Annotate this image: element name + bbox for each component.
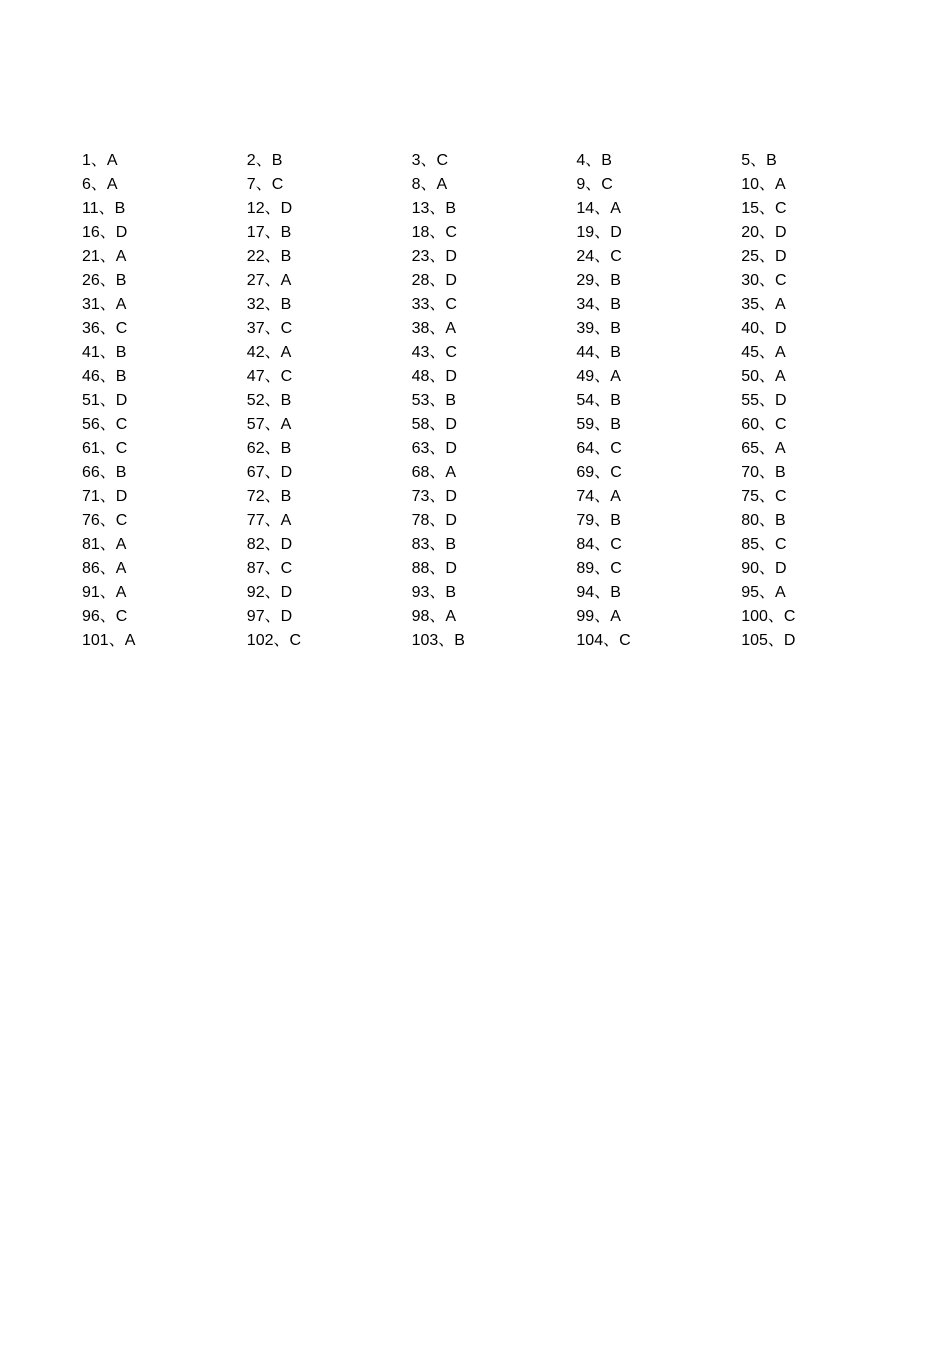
answer-item: 42、A [246,344,292,361]
answer-item: 72、B [246,488,292,505]
answer-item: 14、A [576,200,621,217]
answer-row [82,461,912,485]
answer-item: 34、B [576,296,621,313]
answer-row [82,389,912,413]
answer-row [82,317,912,341]
answer-item: 58、D [411,416,457,433]
answer-item: 24、C [576,248,622,265]
answer-item: 35、A [741,296,786,313]
answer-item: 11、B [82,200,126,217]
answer-row [82,485,912,509]
answer-item: 99、A [576,608,621,625]
answer-item: 52、B [246,392,292,409]
answer-item: 13、B [411,200,457,217]
answer-item: 21、A [82,248,127,265]
answer-item: 29、B [576,272,621,289]
answer-item: 8、A [411,176,448,193]
answer-item: 73、D [411,488,457,505]
answer-item: 83、B [411,536,457,553]
answer-item: 89、C [576,560,622,577]
answer-item: 44、B [576,344,621,361]
answer-item: 68、A [411,464,457,481]
answer-item: 81、A [82,536,127,553]
answer-item: 43、C [411,344,457,361]
answer-item: 100、C [741,608,796,625]
answer-row [82,629,912,653]
answer-item: 48、D [411,368,457,385]
answer-item: 64、C [576,440,622,457]
answer-item: 9、C [576,176,613,193]
answer-item: 78、D [411,512,457,529]
answer-item: 49、A [576,368,621,385]
answer-item: 31、A [82,296,127,313]
answer-item: 45、A [741,344,786,361]
answer-item: 46、B [82,368,127,385]
answer-item: 33、C [411,296,457,313]
answer-item: 23、D [411,248,457,265]
answer-item: 36、C [82,320,128,337]
answer-row [82,413,912,437]
answer-item: 55、D [741,392,787,409]
answer-item: 104、C [576,632,631,649]
answer-row [82,221,912,245]
answer-item: 77、A [246,512,292,529]
answer-item: 16、D [82,224,128,241]
answer-item: 51、D [82,392,128,409]
answer-item: 79、B [576,512,621,529]
answer-item: 70、B [741,464,786,481]
answer-item: 40、D [741,320,787,337]
answer-item: 50、A [741,368,786,385]
answer-item: 76、C [82,512,128,529]
answer-item: 47、C [246,368,293,385]
answer-item: 25、D [741,248,787,265]
answer-item: 62、B [246,440,292,457]
answer-item: 17、B [246,224,292,241]
answer-row [82,149,912,173]
answer-item: 91、A [82,584,127,601]
answer-item: 59、B [576,416,621,433]
answer-item: 5、B [741,152,777,169]
answer-item: 12、D [246,200,293,217]
answer-item: 92、D [246,584,293,601]
answer-row [82,557,912,581]
answer-item: 37、C [246,320,293,337]
answer-item: 15、C [741,200,787,217]
answer-item: 93、B [411,584,457,601]
answer-item: 10、A [741,176,786,193]
answer-item: 103、B [411,632,465,649]
answer-item: 85、C [741,536,787,553]
answer-item: 96、C [82,608,128,625]
answer-row [82,365,912,389]
answer-item: 105、D [741,632,796,649]
answer-item: 57、A [246,416,292,433]
answer-item: 63、D [411,440,457,457]
answer-item: 38、A [411,320,457,337]
answer-item: 101、A [82,632,136,649]
answer-item: 3、C [411,152,449,169]
answer-item: 19、D [576,224,622,241]
answer-item: 61、C [82,440,128,457]
answer-item: 41、B [82,344,127,361]
answer-row [82,245,912,269]
answer-item: 67、D [246,464,293,481]
answer-row [82,197,912,221]
answer-row [82,581,912,605]
answer-row [82,293,912,317]
answer-item: 27、A [246,272,292,289]
answer-row [82,509,912,533]
answer-item: 69、C [576,464,622,481]
answer-item: 97、D [246,608,293,625]
answer-item: 71、D [82,488,128,505]
answer-row [82,341,912,365]
answer-item: 84、C [576,536,622,553]
answer-item: 1、A [82,152,118,169]
answer-item: 94、B [576,584,621,601]
answer-item: 98、A [411,608,457,625]
answer-item: 87、C [246,560,293,577]
answer-row [82,173,912,197]
answer-row [82,269,912,293]
answer-item: 39、B [576,320,621,337]
answer-item: 22、B [246,248,292,265]
answer-row [82,437,912,461]
answer-item: 66、B [82,464,127,481]
answer-item: 82、D [246,536,293,553]
answer-grid [82,149,912,653]
answer-item: 32、B [246,296,292,313]
answer-item: 80、B [741,512,786,529]
answer-item: 20、D [741,224,787,241]
answer-item: 88、D [411,560,457,577]
answer-item: 26、B [82,272,127,289]
answer-item: 65、A [741,440,786,457]
answer-item: 18、C [411,224,457,241]
answer-item: 75、C [741,488,787,505]
answer-item: 4、B [576,152,612,169]
answer-item: 30、C [741,272,787,289]
answer-item: 28、D [411,272,457,289]
answer-item: 95、A [741,584,786,601]
answer-row [82,605,912,629]
answer-item: 2、B [246,152,283,169]
answer-item: 56、C [82,416,128,433]
answer-item: 102、C [246,632,302,649]
answer-item: 60、C [741,416,787,433]
answer-item: 86、A [82,560,127,577]
answer-item: 54、B [576,392,621,409]
answer-item: 6、A [82,176,118,193]
answer-item: 7、C [246,176,284,193]
answer-item: 53、B [411,392,457,409]
answer-item: 74、A [576,488,621,505]
answer-row [82,533,912,557]
answer-item: 90、D [741,560,787,577]
